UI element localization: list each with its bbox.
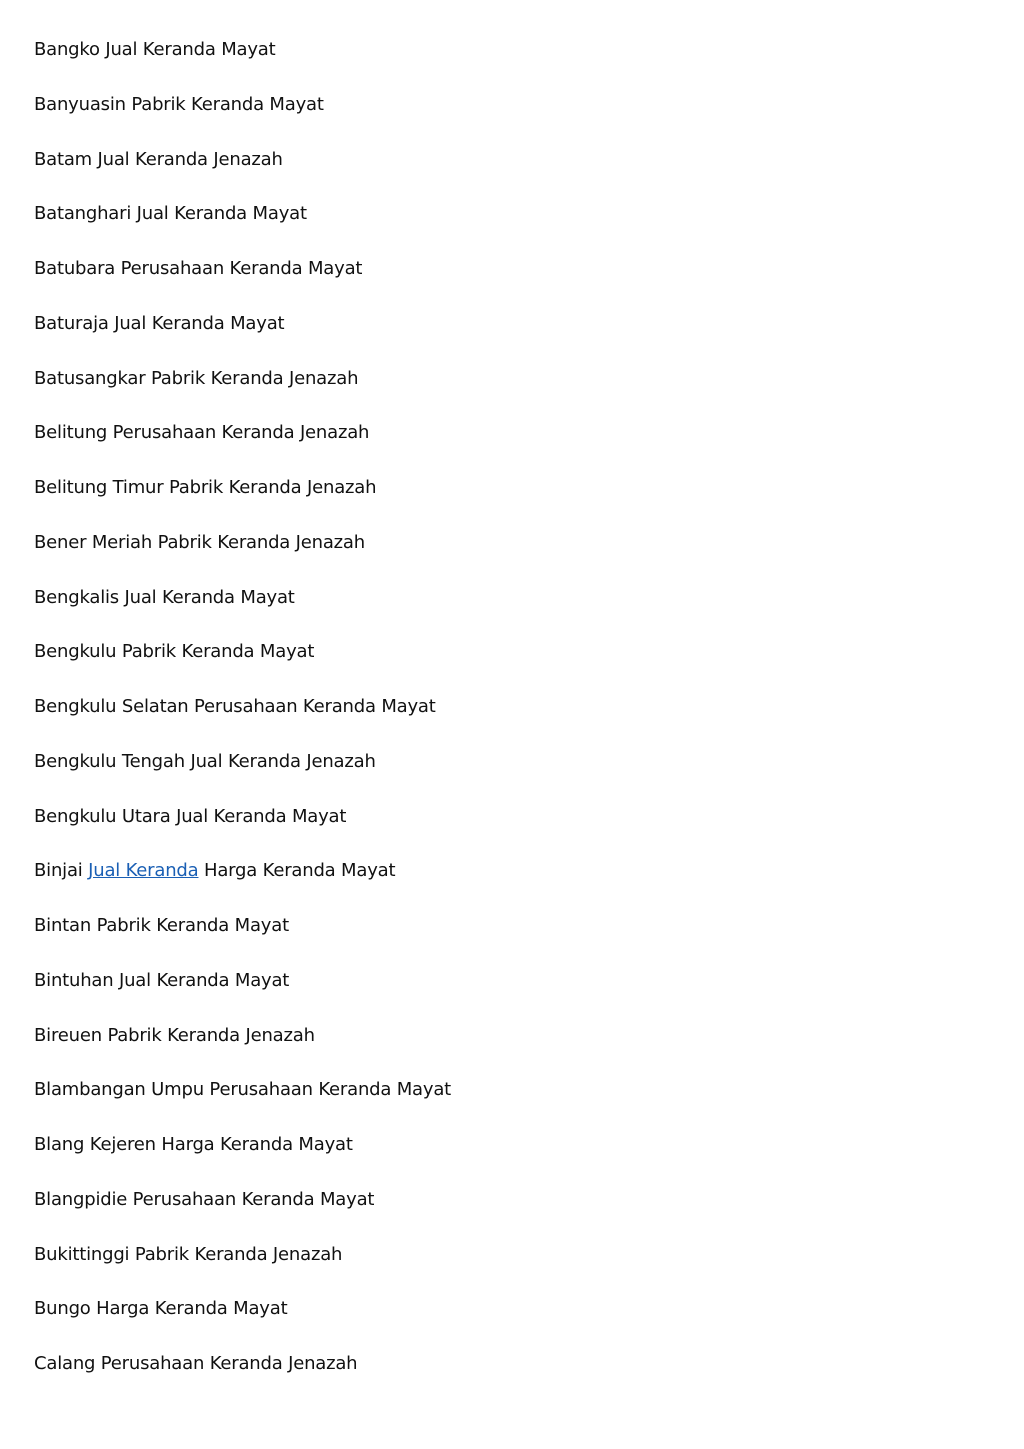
list-item-text: Bintan Pabrik Keranda Mayat — [34, 915, 289, 936]
list-item-text: Blangpidie Perusahaan Keranda Mayat — [34, 1188, 375, 1210]
list-item-text: Batubara Perusahaan Keranda Mayat — [34, 258, 363, 279]
list-item-text: Bireuen Pabrik Keranda Jenazah — [34, 1024, 315, 1046]
list-item — [34, 147, 451, 202]
list-item-text: Batam Jual Keranda Jenazah — [34, 148, 283, 170]
list-item — [34, 1296, 451, 1351]
list-item-text: Bener Meriah Pabrik Keranda Jenazah — [34, 531, 365, 553]
list-item-text: Blambangan Umpu Perusahaan Keranda Mayat — [34, 1079, 452, 1101]
list-item-text: Bangko Jual Keranda Mayat — [34, 39, 276, 60]
list-item — [34, 530, 451, 585]
list-item-text: Blang Kejeren Harga Keranda Mayat — [34, 1134, 353, 1155]
list-item — [34, 1187, 451, 1242]
list-item — [34, 804, 451, 859]
list-item-prefix: Binjai — [34, 860, 89, 882]
list-item-text: Banyuasin Pabrik Keranda Mayat — [34, 93, 324, 115]
list-item-text: Baturaja Jual Keranda Mayat — [34, 312, 285, 334]
list-item — [34, 366, 451, 421]
list-item — [34, 858, 451, 913]
list-item-text: Belitung Perusahaan Keranda Jenazah — [34, 422, 370, 444]
jual-keranda-link[interactable]: Jual Keranda — [88, 860, 199, 882]
list-item — [34, 420, 451, 475]
list-item — [34, 92, 451, 147]
list-item — [34, 585, 451, 640]
list-item — [34, 1351, 451, 1406]
list-item — [34, 639, 451, 694]
list-item — [34, 1132, 451, 1187]
list-item-text: Bengkulu Utara Jual Keranda Mayat — [34, 805, 347, 827]
list-item — [34, 475, 451, 530]
list-item — [34, 968, 451, 1023]
list-item — [34, 749, 451, 804]
list-item — [34, 37, 451, 92]
list-item — [34, 201, 451, 256]
list-item — [34, 1242, 451, 1297]
list-item-text: Batanghari Jual Keranda Mayat — [34, 203, 307, 225]
list-item-text: Bengkulu Pabrik Keranda Mayat — [34, 641, 315, 663]
list-item-text: Bengkalis Jual Keranda Mayat — [34, 586, 295, 608]
list-item-text: Belitung Timur Pabrik Keranda Jenazah — [34, 477, 377, 498]
list-item-text: Bengkulu Selatan Perusahaan Keranda Mayat — [34, 696, 436, 717]
list-item-text: Bukittinggi Pabrik Keranda Jenazah — [34, 1243, 343, 1265]
list-item — [34, 1023, 451, 1078]
list-item-suffix: Harga Keranda Mayat — [198, 860, 396, 882]
list-item-text: Batusangkar Pabrik Keranda Jenazah — [34, 367, 359, 389]
list-item — [34, 694, 451, 749]
list-item-text: Bungo Harga Keranda Mayat — [34, 1298, 288, 1320]
list-item-text: Bintuhan Jual Keranda Mayat — [34, 969, 290, 991]
document-list — [34, 37, 451, 1406]
list-item — [34, 256, 451, 311]
list-item-text: Bengkulu Tengah Jual Keranda Jenazah — [34, 750, 376, 772]
list-item-text: Calang Perusahaan Keranda Jenazah — [34, 1353, 358, 1374]
list-item — [34, 1077, 451, 1132]
list-item — [34, 311, 451, 366]
list-item — [34, 913, 451, 968]
